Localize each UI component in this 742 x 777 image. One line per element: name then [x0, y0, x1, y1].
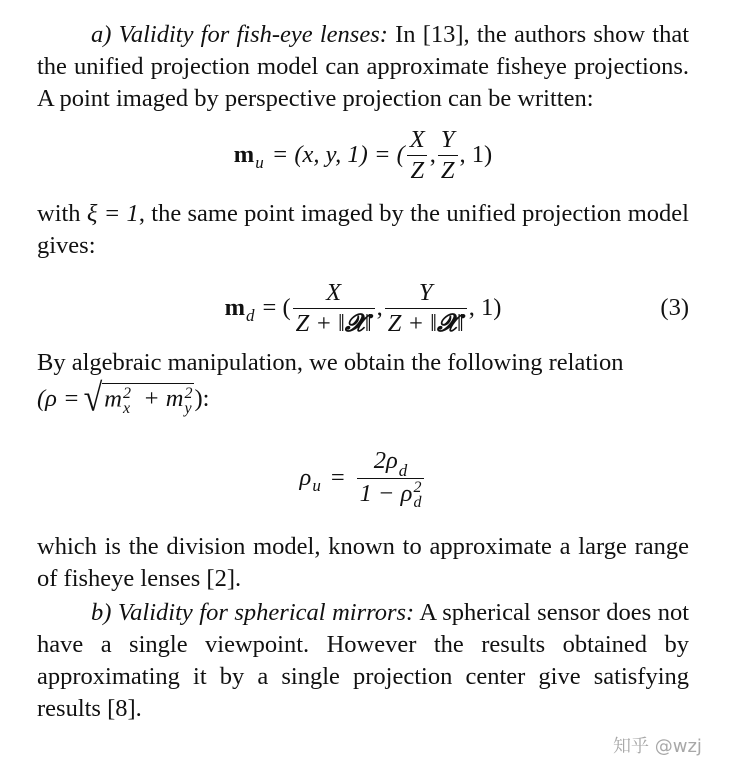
rel-m2-sub: y	[184, 399, 192, 417]
eq3-open: = (	[262, 294, 291, 321]
eq3-frac2-num: Y	[418, 278, 433, 306]
rho-num: 2ρ	[373, 446, 398, 474]
heading-spherical: b) Validity for spherical mirrors:	[91, 599, 415, 626]
eq3-frac1-den	[293, 308, 375, 339]
rel-m1-sub: x	[122, 399, 131, 417]
rho-den-sub: d	[413, 494, 422, 512]
rho-lhs: ρ	[299, 464, 312, 491]
equation-unified	[37, 270, 689, 346]
rel-m1-sup: 2	[122, 384, 131, 402]
paragraph-division	[37, 531, 689, 595]
rho-den-sup: 2	[413, 479, 422, 497]
paragraph-fisheye	[37, 19, 689, 115]
rel-m1-indices	[123, 386, 131, 416]
eq3-frac2-den-a: Z + ‖	[387, 309, 438, 337]
eq1-sub-u: u	[255, 153, 264, 172]
rel-plus-m2: + m	[143, 385, 184, 413]
paragraph-xi	[37, 198, 689, 262]
equation-division-model	[37, 433, 689, 523]
xi-after: , the same point imaged by the unified projection model gives:	[37, 200, 689, 259]
paragraph-spherical	[37, 597, 689, 725]
eq1-frac1-num: X	[409, 125, 425, 153]
eq1-m-symbol: m	[233, 141, 255, 168]
sqrt-expression	[83, 376, 195, 420]
eq3-frac1-num: X	[326, 278, 342, 306]
eq1-tail: , 1)	[459, 141, 493, 168]
eq3-fraction-y	[385, 278, 467, 339]
rho-equals: =	[330, 464, 345, 491]
equation-number: (3)	[660, 294, 689, 321]
eq1-frac2-num: Y	[440, 125, 455, 153]
eq1-frac2-den: Z	[438, 155, 458, 186]
equation-division-body	[300, 446, 427, 510]
zhihu-watermark: 知乎 @wzj	[613, 736, 702, 757]
paragraph-fisheye-text: In [13], the authors show that the unified projection model can approximate fisheye projections. A point imaged by perspective projection can be written:	[37, 21, 690, 112]
rho-num-sub: d	[398, 460, 408, 480]
sqrt-sign: √	[83, 376, 103, 420]
paper-column	[37, 19, 689, 725]
equation-unified-body	[225, 278, 502, 339]
rho-den-indices	[413, 480, 421, 510]
eq1-frac1-den: Z	[407, 155, 427, 186]
eq3-m-symbol: m	[224, 294, 246, 321]
relation-text: By algebraic manipulation, we obtain the following relation	[37, 349, 624, 376]
xi-before: with	[37, 200, 81, 227]
paragraph-spherical-text: A spherical sensor does not have a single viewpoint. However the results obtained by approximating it by a single projection center give satisfying results [8].	[37, 599, 690, 722]
rel-m2-sup: 2	[184, 384, 193, 402]
eq1-fraction-x	[407, 125, 428, 186]
eq3-frac1-den-a: Z + ‖	[295, 309, 345, 337]
equation-perspective-body	[234, 125, 492, 186]
rho-numerator	[371, 446, 411, 478]
paragraph-relation	[37, 347, 689, 379]
eq3-frac2-den	[385, 308, 467, 339]
equation-perspective	[37, 118, 689, 192]
eq3-frac2-den-b: 𝓧	[437, 309, 457, 337]
eq3-sub-d: d	[246, 306, 255, 325]
rho-den: 1 − ρ	[359, 479, 413, 507]
division-text: which is the division model, known to approximate a large range of fisheye lenses [2].	[37, 533, 689, 592]
rel-m1: m	[104, 385, 122, 413]
eq3-frac1-den-c: ‖	[364, 309, 372, 337]
sqrt-radicand	[102, 383, 194, 416]
rel-m2-indices	[184, 386, 192, 416]
heading-fisheye: a) Validity for fish-eye lenses:	[91, 21, 388, 48]
eq1-fraction-y	[438, 125, 458, 186]
relation-open: (ρ =	[37, 385, 80, 412]
rho-denominator	[357, 478, 425, 510]
relation-close: ):	[194, 385, 210, 412]
rho-fraction	[357, 446, 425, 510]
xi-expression: ξ = 1	[86, 200, 139, 227]
eq3-fraction-x	[293, 278, 375, 339]
rho-lhs-sub: u	[312, 476, 321, 495]
eq3-comma: ,	[376, 294, 383, 321]
eq1-comma: ,	[429, 141, 436, 168]
eq3-tail: , 1)	[468, 294, 502, 321]
eq1-middle: = (x, y, 1) = (	[271, 141, 405, 168]
eq3-frac2-den-c: ‖	[456, 309, 464, 337]
eq3-frac1-den-b: 𝓧	[344, 309, 365, 337]
relation-inline-math	[37, 376, 689, 420]
